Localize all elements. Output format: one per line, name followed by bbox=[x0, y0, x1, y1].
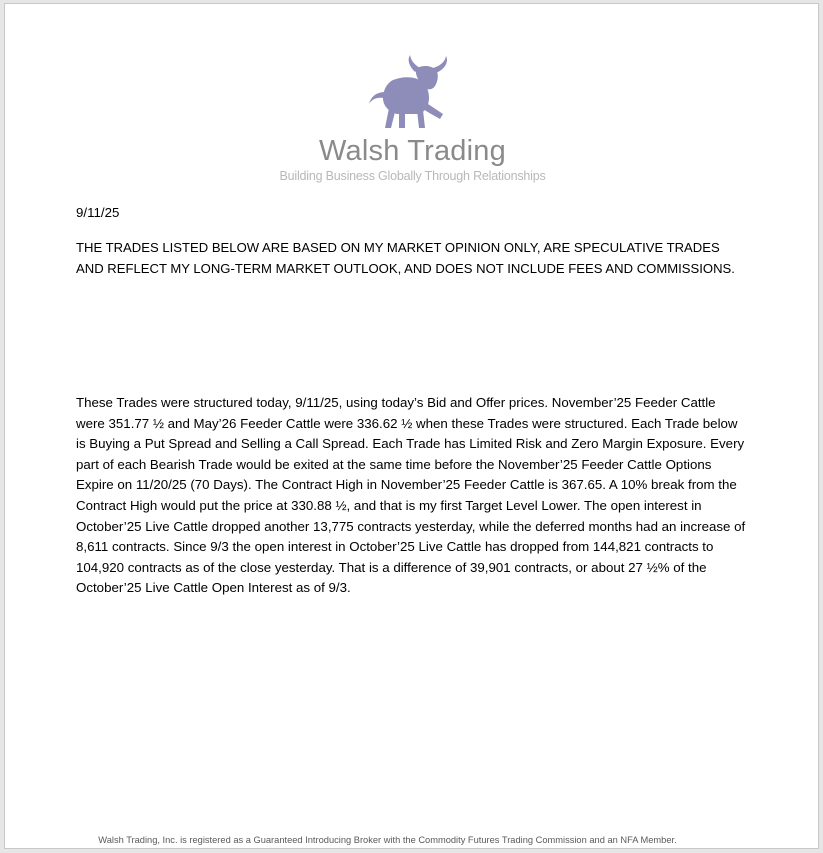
body-paragraph: These Trades were structured today, 9/11/25, using today’s Bid and Offer prices. November’25 Feeder Cattle were 351.77 ½ and May’26 Feeder Cattle were 336.62 ½ when these Trades were structured. Each Trade below is Buying a Put Spread and Selling a Call Spread. Each Trade has Limited Risk and Zero Margin Exposure. Every part of each Bearish Trade would be exited at the same time before the November’25 Feeder Cattle Options Expire on 11/20/25 (70 Days). The Contract High in November’25 Feeder Cattle is 367.65. A 10% break from the Contract High would put the price at 330.88 ½, and that is my first Target Level Lower. The open interest in October’25 Live Cattle dropped another 13,775 contracts yesterday, while the deferred months had an increase of 8,611 contracts. Since 9/3 the open interest in October’25 Live Cattle has dropped from 144,821 contracts to 104,920 contracts as of the close yesterday. That is a difference of 39,901 contracts, or about 27 ½% of the October’25 Live Cattle Open Interest as of 9/3. bbox=[76, 395, 746, 596]
document-page bbox=[4, 3, 819, 849]
brand-name: Walsh Trading bbox=[319, 135, 506, 167]
footer-note: Walsh Trading, Inc. is registered as a Guaranteed Introducing Broker with the Commodity Futures Trading Commission and an NFA Member. bbox=[98, 835, 677, 845]
company-logo bbox=[5, 52, 820, 183]
brand-tagline: Building Business Globally Through Relationships bbox=[279, 169, 546, 183]
bull-icon bbox=[363, 52, 463, 132]
disclaimer-text: THE TRADES LISTED BELOW ARE BASED ON MY MARKET OPINION ONLY, ARE SPECULATIVE TRADES AND REFLECT MY LONG-TERM MARKET OUTLOOK, AND DOES NOT INCLUDE FEES AND COMMISSIONS. bbox=[76, 240, 735, 276]
document-date: 9/11/25 bbox=[76, 205, 120, 220]
